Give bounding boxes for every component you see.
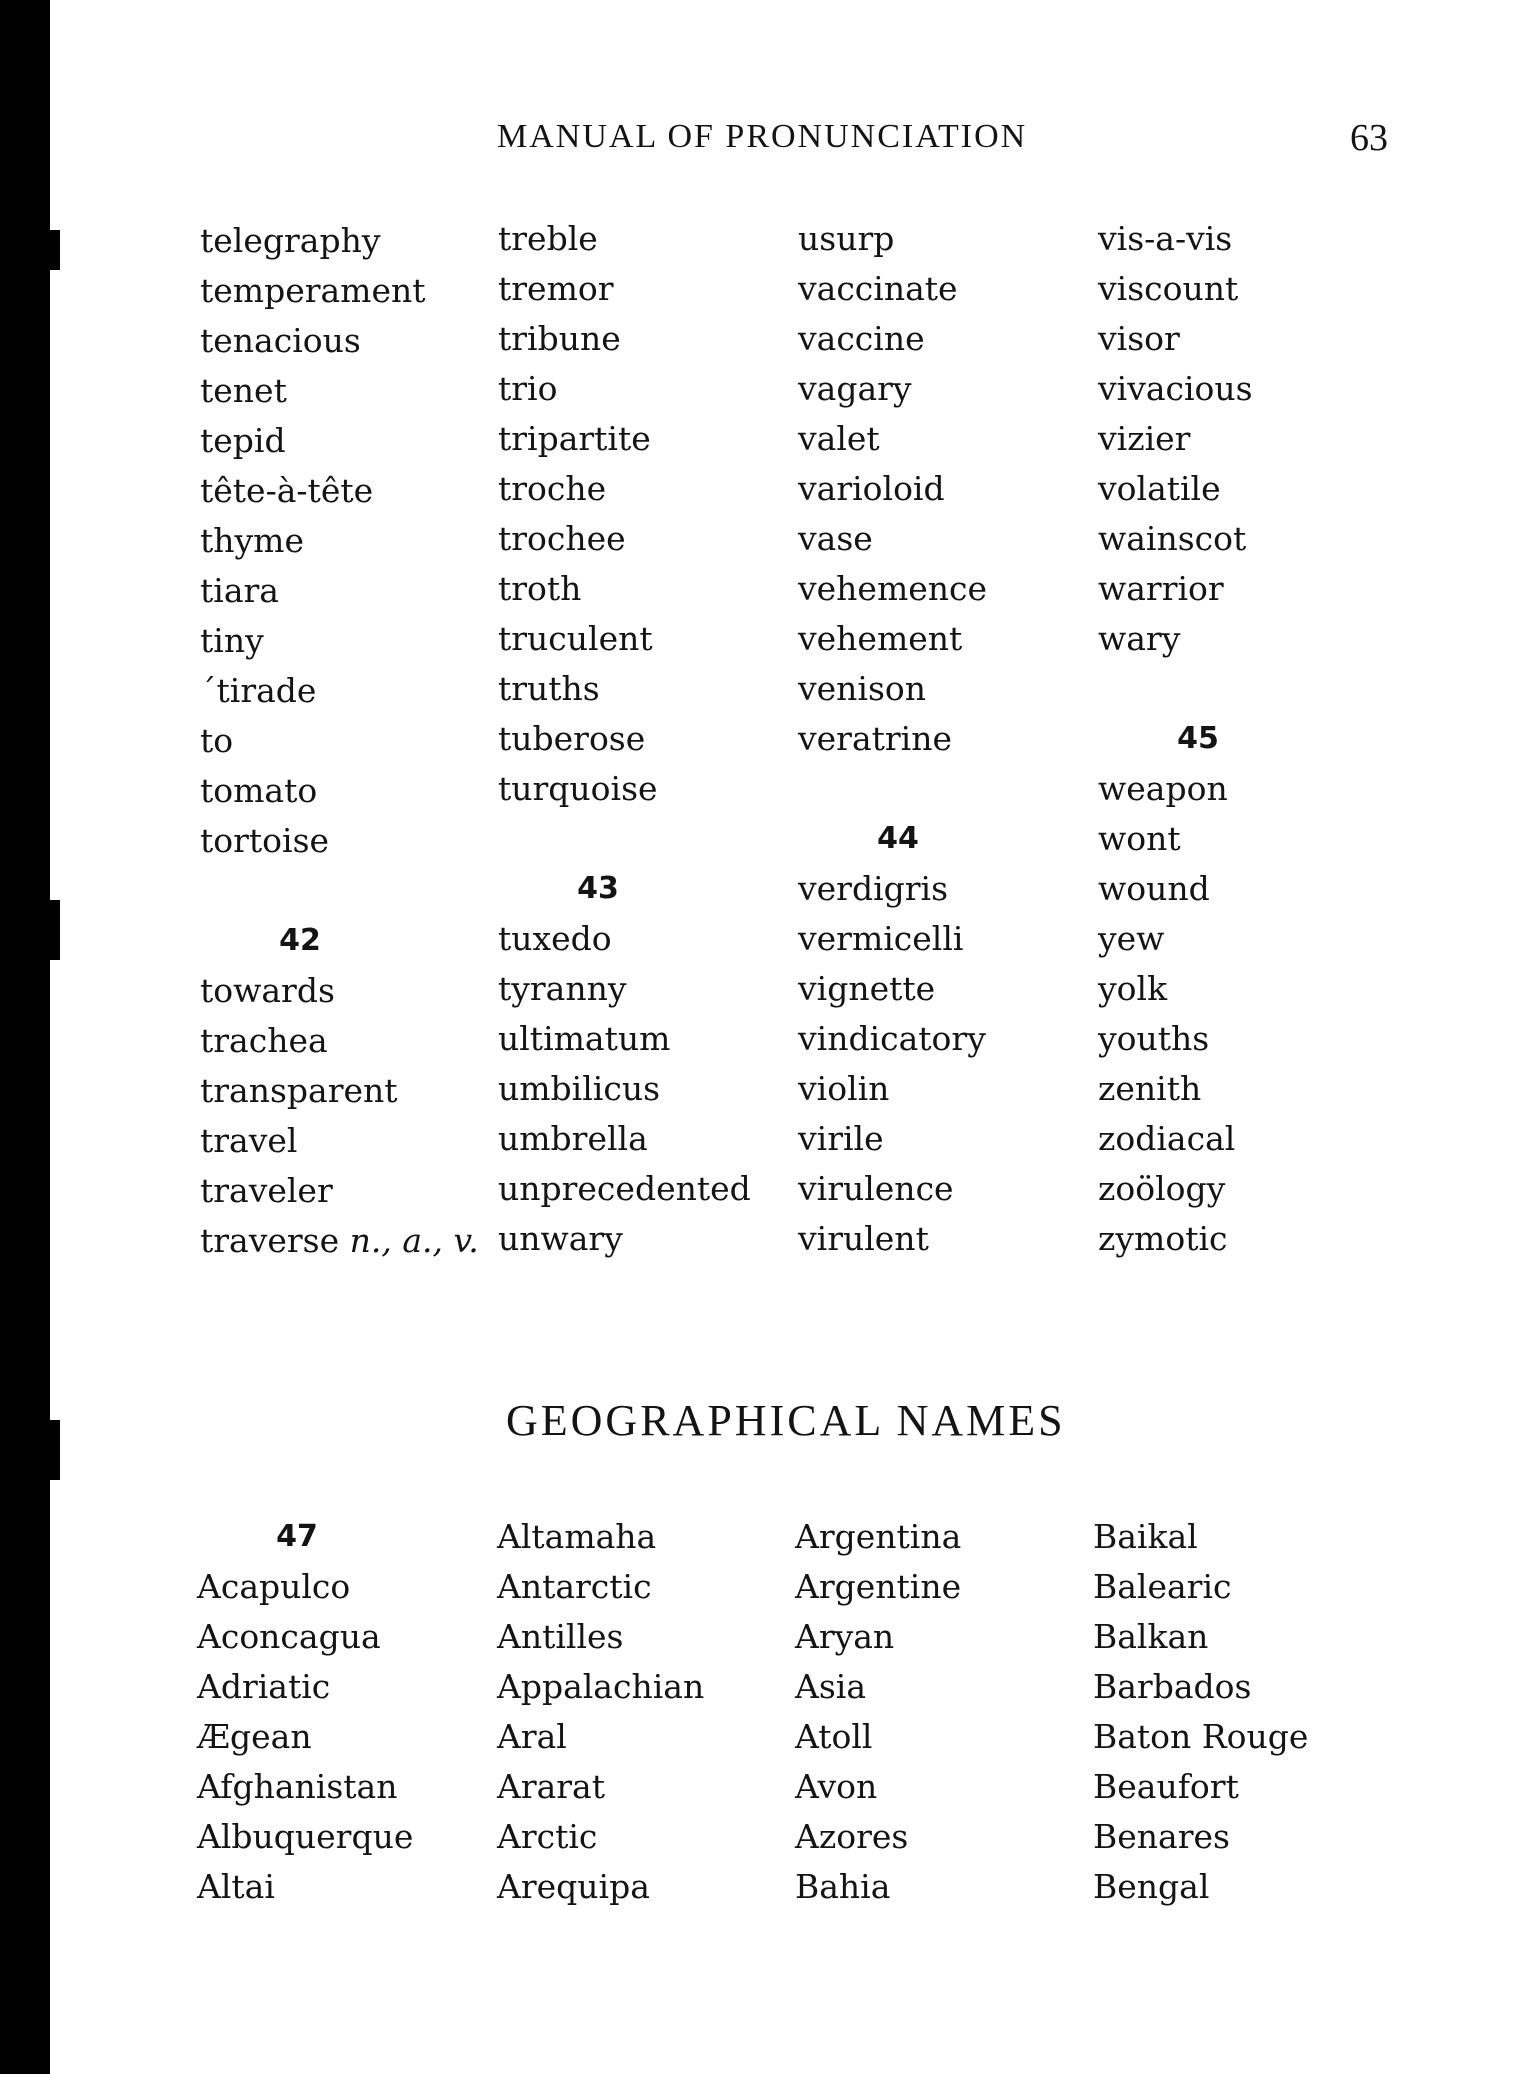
word-entry: tiara: [200, 571, 279, 610]
word-entry: tuxedo: [498, 919, 612, 958]
place-name: Argentina: [795, 1517, 962, 1556]
word-entry: youths: [1098, 1019, 1210, 1058]
place-name: Albuquerque: [197, 1817, 414, 1856]
word-entry: vehement: [798, 619, 963, 658]
place-name: Ararat: [497, 1767, 605, 1806]
word-entry: zodiacal: [1098, 1119, 1236, 1158]
word-entry: telegraphy: [200, 221, 381, 260]
place-name: Arequipa: [497, 1867, 650, 1906]
word-entry: to: [200, 721, 234, 760]
word-entry: ultimatum: [498, 1019, 671, 1058]
group-spacer: [798, 764, 1098, 814]
word-entry: venison: [798, 669, 927, 708]
word-entry: vindicatory: [798, 1019, 986, 1058]
group-spacer: [498, 814, 798, 864]
word-entry: umbilicus: [498, 1069, 661, 1108]
word-entry: tripartite: [498, 419, 651, 458]
place-name: Afghanistan: [197, 1767, 398, 1806]
group-spacer: [1098, 664, 1398, 714]
word-entry: varioloid: [798, 469, 945, 508]
place-name: Arctic: [497, 1817, 598, 1856]
word-entry: truths: [498, 669, 600, 708]
place-name: Bahia: [795, 1867, 891, 1906]
place-name: Aral: [497, 1717, 567, 1756]
word-entry: tremor: [498, 269, 614, 308]
word-entry: trochee: [498, 519, 626, 558]
word-entry: trachea: [200, 1021, 328, 1060]
word-column-3: [798, 214, 1098, 1264]
running-header: MANUAL OF PRONUNCIATION: [497, 118, 1028, 155]
word-entry: towards: [200, 971, 335, 1010]
place-name: Baikal: [1093, 1517, 1198, 1556]
group-number: 42: [279, 923, 321, 958]
group-number: 44: [877, 821, 919, 856]
word-entry: visor: [1098, 319, 1180, 358]
word-entry: veratrine: [798, 719, 952, 758]
word-entry: vaccine: [798, 319, 925, 358]
word-entry: zenith: [1098, 1069, 1202, 1108]
word-entry: unprecedented: [498, 1169, 751, 1208]
word-entry: virulent: [798, 1219, 929, 1258]
scan-edge-notch: [50, 1420, 60, 1480]
place-name: Bengal: [1093, 1867, 1210, 1906]
word-entry: zoölogy: [1098, 1169, 1226, 1208]
word-entry: tortoise: [200, 821, 330, 860]
word-entry: vaccinate: [798, 269, 958, 308]
geo-column-2: [497, 1512, 797, 1912]
word-column-2: [498, 214, 798, 1264]
part-of-speech-note: n., a., v.: [349, 1221, 479, 1260]
word-entry: troche: [498, 469, 607, 508]
word-entry: thyme: [200, 521, 304, 560]
place-name: Acapulco: [197, 1567, 351, 1606]
word-entry: virile: [798, 1119, 884, 1158]
place-name: Antilles: [497, 1617, 624, 1656]
word-entry: ´tirade: [200, 671, 317, 710]
place-name: Atoll: [795, 1717, 873, 1756]
word-entry: turquoise: [498, 769, 658, 808]
word-entry: transparent: [200, 1071, 398, 1110]
word-entry: tepid: [200, 421, 286, 460]
word-entry: vis-a-vis: [1098, 219, 1233, 258]
place-name: Beaufort: [1093, 1767, 1239, 1806]
word-entry: vignette: [798, 969, 936, 1008]
page-number: 63: [1350, 117, 1388, 159]
place-name: Appalachian: [497, 1667, 705, 1706]
scan-edge: [0, 0, 50, 2074]
word-entry: tenacious: [200, 321, 361, 360]
word-entry: tête-à-tête: [200, 471, 374, 510]
place-name: Balearic: [1093, 1567, 1232, 1606]
word-column-4: [1098, 214, 1398, 1264]
word-entry: volatile: [1098, 469, 1221, 508]
word-entry: viscount: [1098, 269, 1239, 308]
geo-column-1: [197, 1512, 497, 1912]
word-entry: vagary: [798, 369, 912, 408]
word-entry: yolk: [1098, 969, 1168, 1008]
word-entry: zymotic: [1098, 1219, 1228, 1258]
word-entry: [200, 1216, 500, 1266]
word-entry: tribune: [498, 319, 621, 358]
place-name: Avon: [795, 1767, 878, 1806]
word-entry: verdigris: [798, 869, 949, 908]
word-entry: trio: [498, 369, 558, 408]
word-entry: valet: [798, 419, 880, 458]
word-text: traverse: [200, 1221, 340, 1260]
place-name: Barbados: [1093, 1667, 1252, 1706]
place-name: Azores: [795, 1817, 909, 1856]
word-entry: tyranny: [498, 969, 627, 1008]
section-title: GEOGRAPHICAL NAMES: [506, 1396, 1066, 1445]
place-name: Altai: [197, 1867, 275, 1906]
place-name: Altamaha: [497, 1517, 657, 1556]
place-name: Ægean: [197, 1717, 312, 1756]
place-name: Argentine: [795, 1567, 962, 1606]
word-column-1: [200, 216, 500, 1266]
word-entry: virulence: [798, 1169, 954, 1208]
place-name: Antarctic: [497, 1567, 652, 1606]
word-entry: vivacious: [1098, 369, 1253, 408]
word-entry: wary: [1098, 619, 1181, 658]
word-entry: troth: [498, 569, 582, 608]
word-entry: violin: [798, 1069, 890, 1108]
geo-column-4: [1093, 1512, 1393, 1912]
word-entry: tiny: [200, 621, 264, 660]
word-entry: traveler: [200, 1171, 333, 1210]
place-name: Benares: [1093, 1817, 1230, 1856]
group-spacer: [200, 866, 500, 916]
word-entry: vermicelli: [798, 919, 964, 958]
word-entry: usurp: [798, 219, 895, 258]
scan-edge-notch: [50, 900, 60, 960]
place-name: Adriatic: [197, 1667, 331, 1706]
word-entry: warrior: [1098, 569, 1224, 608]
place-name: Asia: [795, 1667, 866, 1706]
geo-column-3: [795, 1512, 1095, 1912]
word-entry: temperament: [200, 271, 426, 310]
scan-edge-notch: [50, 230, 60, 270]
place-name: Aconcagua: [197, 1617, 381, 1656]
word-entry: vehemence: [798, 569, 988, 608]
place-name: Aryan: [795, 1617, 895, 1656]
word-entry: umbrella: [498, 1119, 648, 1158]
group-number: 43: [577, 871, 619, 906]
word-entry: wainscot: [1098, 519, 1247, 558]
word-entry: wound: [1098, 869, 1210, 908]
place-name: Baton Rouge: [1093, 1717, 1309, 1756]
word-entry: weapon: [1098, 769, 1228, 808]
group-number: 45: [1177, 721, 1219, 756]
word-entry: wont: [1098, 819, 1181, 858]
word-entry: vase: [798, 519, 873, 558]
word-entry: travel: [200, 1121, 298, 1160]
word-entry: yew: [1098, 919, 1165, 958]
place-name: Balkan: [1093, 1617, 1209, 1656]
word-entry: tomato: [200, 771, 318, 810]
word-entry: vizier: [1098, 419, 1191, 458]
word-entry: tenet: [200, 371, 287, 410]
word-entry: unwary: [498, 1219, 623, 1258]
word-entry: tuberose: [498, 719, 646, 758]
word-entry: truculent: [498, 619, 653, 658]
group-number: 47: [276, 1519, 318, 1554]
word-entry: treble: [498, 219, 598, 258]
